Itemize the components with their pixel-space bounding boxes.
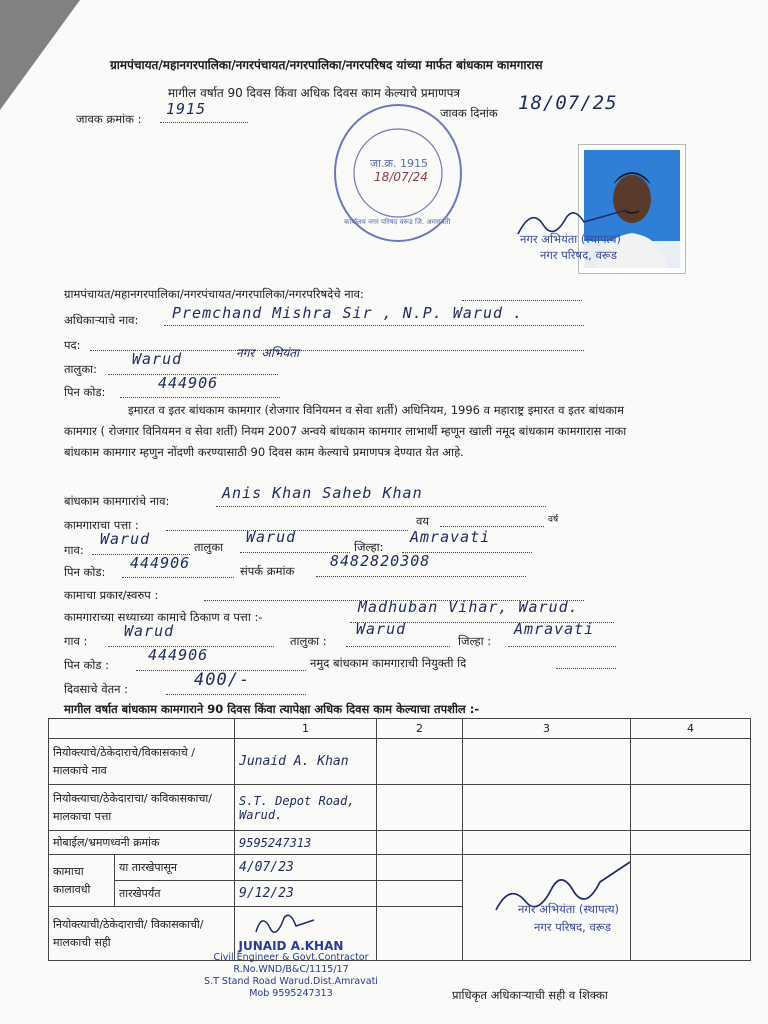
worker-pin-label: पिन कोड: — [64, 565, 106, 579]
employer-address-value: S.T. Depot Road, Warud. — [239, 793, 355, 822]
employer-name-col2 — [377, 739, 463, 785]
header-title: ग्रामपंचायत/महानगरपालिका/नगरपंचायत/नगरपालिका/नगरपरिषद यांच्या मार्फत बांधकाम कामगारास — [110, 58, 543, 72]
contractor-line2: R.No.WND/B&C/1115/17 — [233, 964, 349, 975]
officer-name-label: अधिकाऱ्याचे नाव: — [64, 313, 139, 327]
officer-name-value: Premchand Mishra Sir , N.P. Warud . — [172, 304, 524, 322]
work-pin-value: 444906 — [148, 646, 209, 664]
table-header-row — [49, 719, 751, 739]
officer-stamp-line2: नगर परिषद, वरूड — [540, 248, 617, 262]
office-round-stamp — [334, 104, 462, 242]
signature-label: नियोक्त्याची/ठेकेदाराची/ विकासकाची/मालकाची सही — [49, 907, 235, 961]
signature-col2 — [377, 907, 463, 961]
details-heading: मागील वर्षात बांधकाम कामगाराने 90 दिवस किंवा त्यापेक्षा अधिक दिवस काम केल्याचा तपशील :- — [64, 702, 480, 716]
wage-line — [166, 694, 306, 695]
to-value: 9/12/23 — [239, 886, 294, 901]
worker-pin-value: 444906 — [130, 554, 191, 572]
table-row — [49, 785, 751, 831]
to-cell — [235, 881, 377, 907]
authority-pin-label: पिन कोड: — [64, 385, 106, 399]
employer-name-value: Junaid A. Khan — [239, 754, 349, 769]
outward-no-line — [160, 122, 248, 123]
worker-village-label: गाव: — [64, 543, 84, 557]
appointment-label: नमुद बांधकाम कामगाराची नियुक्ती दि — [310, 656, 467, 670]
contractor-signature — [250, 908, 320, 942]
worker-name-line — [216, 506, 546, 507]
authority-pin-line — [120, 397, 280, 398]
col-1-header: 1 — [235, 719, 377, 739]
worker-village-value: Warud — [100, 530, 151, 548]
body-name-line — [462, 300, 582, 301]
work-district-label: जिल्हा : — [458, 634, 492, 648]
scan-corner-shadow — [0, 0, 80, 110]
employment-details-table — [48, 718, 751, 961]
from-col2 — [377, 855, 463, 881]
post-label: पद: — [64, 338, 81, 352]
mobile-col4 — [631, 831, 751, 855]
worker-years-label: वर्ष — [548, 515, 559, 525]
mobile-cell — [235, 831, 377, 855]
wage-label: दिवसाचे वेतन : — [64, 682, 129, 696]
table-corner-cell — [49, 719, 235, 739]
from-label: या तारखेपासून — [115, 855, 235, 881]
worker-district-value: Amravati — [410, 528, 491, 546]
certificate-paragraph: इमारत व इतर बांधकाम कामगार (रोजगार विनियमन व सेवा शर्ती) अधिनियम, 1996 व महाराष्ट्र इमारत व इतर बांधकाम कामगार ( रोजगार विनियमन व सेवा शर्ती) नियम 2007 अन्वये बांधकाम कामगार लाभार्थी म्हणून खाली नमूद बांधकाम कामगारास नाका बांधकाम कामगार म्हणुन नोंदणी करण्यासाठी 90 दिवस काम केल्याचे प्रमाणपत्र देण्यात येत आहे. — [64, 403, 627, 459]
worker-name-value: Anis Khan Saheb Khan — [222, 484, 423, 502]
outward-no-label: जावक क्रमांक : — [76, 112, 142, 126]
table-row — [49, 831, 751, 855]
officer-name-line — [164, 325, 584, 326]
work-taluka-value: Warud — [356, 620, 407, 638]
authorized-sign-label: प्राधिकृत अधिकाऱ्याची सही व शिक्का — [452, 988, 608, 1002]
contractor-line4: Mob 9595247313 — [249, 988, 333, 999]
authority-pin-value: 444906 — [158, 374, 219, 392]
employer-name-label: नियोक्त्याचे/ठेकेदाराचे/विकासकाचे /मालकाचे नाव — [49, 739, 235, 785]
employer-name-cell — [235, 739, 377, 785]
worker-district-label: जिल्हा: — [354, 540, 384, 554]
worker-age-label: वय — [416, 514, 430, 528]
outward-date-value: 18/07/25 — [518, 92, 618, 114]
contractor-line3: S.T Stand Road Warud.Dist.Amravati — [204, 976, 378, 987]
contractor-line1: Civil Engineer & Govt.Contractor — [213, 952, 369, 963]
col-4-header: 4 — [631, 719, 751, 739]
to-label: तारखेपर्यंत — [115, 881, 235, 907]
to-col2 — [377, 881, 463, 907]
work-taluka-label: तालुका : — [290, 634, 327, 648]
stamp-date: 18/07/24 — [374, 170, 428, 184]
taluka-label: तालुका: — [64, 362, 98, 376]
employer-name-col3 — [463, 739, 631, 785]
work-village-label: गाव : — [64, 634, 88, 648]
period-col4 — [631, 855, 751, 961]
officer-stamp-bottom-line1: नगर अभियंता (स्थापत्य) — [518, 902, 620, 916]
table-row — [49, 739, 751, 785]
employer-address-col3 — [463, 785, 631, 831]
employer-address-col2 — [377, 785, 463, 831]
current-work-value: Madhuban Vihar, Warud. — [358, 598, 579, 616]
contractor-stamp — [196, 940, 386, 1000]
worker-name-label: बांधकाम कामगारांचे नाव: — [64, 494, 170, 508]
work-type-label: कामाचा प्रकार/स्वरुप : — [64, 588, 159, 602]
taluka-value: Warud — [132, 350, 183, 368]
officer-stamp-bottom-line2: नगर परिषद, वरूड — [534, 920, 611, 934]
employer-address-cell — [235, 785, 377, 831]
outward-no-value: 1915 — [166, 100, 207, 118]
table-row — [49, 855, 751, 881]
mobile-col3 — [463, 831, 631, 855]
col-2-header: 2 — [377, 719, 463, 739]
header-subtitle: मागील वर्षात 90 दिवस किंवा अधिक दिवस काम केल्याचे प्रमाणपत्र — [168, 86, 461, 100]
worker-taluka-label: तालुका — [194, 540, 224, 554]
worker-contact-value: 8482820308 — [330, 552, 431, 570]
worker-taluka-value: Warud — [246, 528, 297, 546]
from-cell — [235, 855, 377, 881]
appointment-line — [556, 668, 616, 669]
mobile-value: 9595247313 — [239, 835, 312, 850]
worker-age-line — [440, 526, 544, 527]
mobile-col2 — [377, 831, 463, 855]
worker-contact-label: संपर्क क्रमांक — [240, 564, 295, 578]
stamp-ring-text: कार्यालय नगर परिषद वरूड जि. अमरावती — [344, 218, 451, 226]
work-pin-label: पिन कोड : — [64, 658, 110, 672]
worker-contact-line — [316, 576, 526, 577]
wage-value: 400/- — [194, 670, 251, 690]
body-name-label: ग्रामपंचायत/महानगरपालिका/नगरपंचायत/नगरपालिका/नगरपरिषदेचे नाव: — [64, 287, 364, 301]
employer-address-label: नियोक्त्याचा/ठेकेदाराचा/ कविकासकाचा/मालकाचा पत्ता — [49, 785, 235, 831]
worker-address-label: कामगाराचा पत्ता : — [64, 518, 139, 532]
work-taluka-line — [346, 646, 450, 647]
work-village-value: Warud — [124, 622, 175, 640]
employer-name-col4 — [631, 739, 751, 785]
col-3-header: 3 — [463, 719, 631, 739]
period-label: कामाचा कालावधी — [49, 855, 115, 907]
stamp-number: जा.क्र. 1915 — [370, 157, 428, 170]
work-district-line — [508, 646, 616, 647]
officer-stamp-line1: नगर अभियंता (स्थापत्य) — [520, 232, 622, 246]
mobile-label: मोबाईल/भ्रमणध्वनी क्रमांक — [49, 831, 235, 855]
from-value: 4/07/23 — [239, 860, 294, 875]
outward-date-label: जावक दिनांक — [440, 106, 498, 120]
contractor-name: JUNAID A.KHAN — [238, 939, 344, 953]
post-value: नगर अभियंता — [236, 346, 300, 360]
worker-pin-line — [122, 577, 234, 578]
work-district-value: Amravati — [514, 620, 595, 638]
current-work-label: कामगाराच्या सध्याच्या कामाचे ठिकाण व पत्ता :- — [64, 610, 263, 624]
employer-address-col4 — [631, 785, 751, 831]
